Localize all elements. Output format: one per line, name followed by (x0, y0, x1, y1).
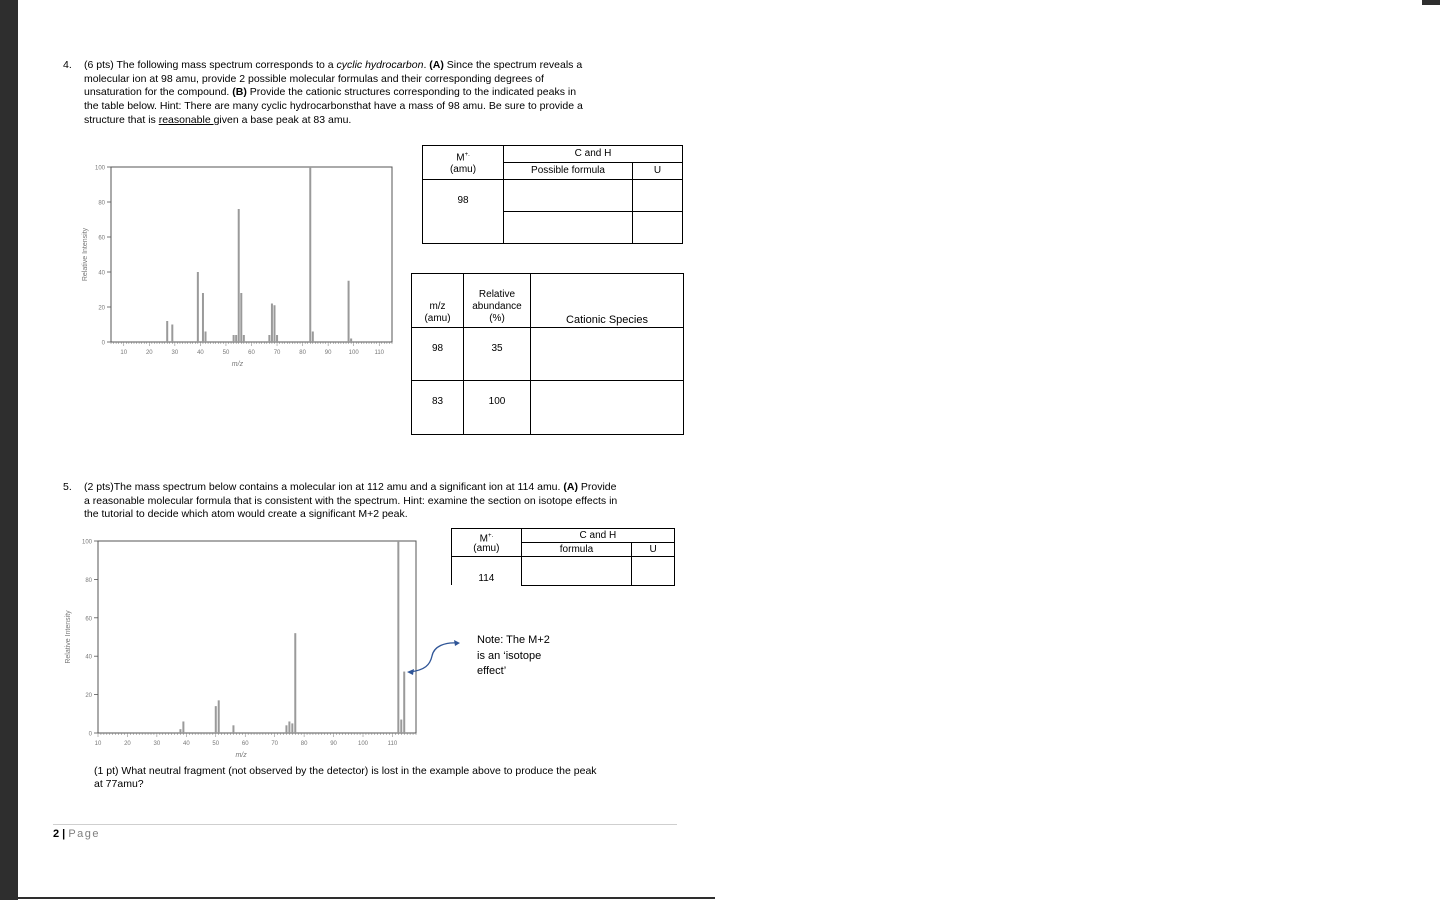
arrow-curve (410, 643, 458, 672)
x-tick-label: 20 (124, 741, 131, 747)
x-tick-label: 60 (241, 741, 249, 747)
header-unsaturation: U (633, 163, 683, 180)
y-tick-label: 100 (94, 165, 105, 172)
cationic-species-cell[interactable] (531, 328, 684, 381)
spectrum-peak (276, 335, 278, 342)
spectrum-peak (350, 339, 352, 343)
header-c-and-h: C and H (521, 529, 674, 543)
page-label: Page (68, 828, 101, 840)
header-possible-formula: Possible formula (504, 163, 633, 180)
spectrum-peak (202, 293, 204, 342)
formula-cell[interactable] (521, 557, 632, 586)
plot-frame (98, 541, 416, 733)
header-unsaturation: U (632, 543, 675, 557)
molecular-ion-value: 114 (452, 557, 522, 586)
x-tick-label: 70 (273, 350, 281, 356)
spectrum-peak (235, 335, 237, 342)
x-tick-label: 60 (248, 350, 255, 356)
spectrum-peak (166, 321, 168, 342)
question-5 (63, 481, 683, 525)
spectrum-peak (182, 721, 184, 733)
molecular-ion-value: 98 (423, 180, 504, 244)
x-axis-label: m/z (235, 752, 247, 759)
spectrum-peak (243, 335, 245, 342)
question-6: (1 pt) What neutral fragment (not observed by the detector) is lost in the example above to produce the peak at 77amu? (94, 765, 597, 790)
question-4-number: 4. (63, 59, 72, 71)
x-tick-label: 110 (374, 350, 385, 356)
spectrum-peak (291, 723, 293, 733)
x-tick-label: 90 (324, 350, 332, 356)
y-axis-label: Relative Intensity (65, 610, 72, 664)
plot-frame (111, 167, 392, 342)
isotope-annotation-arrow (400, 630, 480, 685)
u-cell-2[interactable] (633, 212, 683, 244)
x-tick-label: 40 (197, 350, 204, 356)
y-tick-label: 20 (98, 305, 105, 312)
spectrum-peak (271, 304, 273, 343)
cationic-species-table (411, 273, 684, 435)
spectrum-peak (205, 332, 207, 343)
header-c-and-h: C and H (504, 146, 683, 163)
question-5-text: (2 pts)The mass spectrum below contains a molecular ion at 112 amu and a significant ion at 114 amu. (A) Provide a reasonable molecular formula that is consistent with the spectrum. Hint: examine the section on isotope effects in the tutorial to decide which atom would create a significant M+2 peak. (84, 481, 618, 521)
page-footer (53, 828, 100, 840)
x-tick-label: 30 (153, 741, 161, 747)
y-tick-label: 100 (81, 539, 92, 546)
mz-value: 83 (412, 381, 464, 435)
spectrum-peak (294, 633, 296, 733)
molecular-formula-table (422, 145, 683, 244)
spectrum-peak (232, 725, 234, 733)
y-tick-label: 60 (85, 616, 92, 623)
y-tick-label: 40 (98, 270, 105, 277)
page-bottom-edge (18, 897, 715, 899)
header-relative-abundance: Relative abundance (%) (464, 274, 531, 328)
window-left-border (0, 0, 18, 900)
y-tick-label: 20 (85, 693, 92, 700)
header-mz: m/z (amu) (412, 274, 464, 328)
x-tick-label: 10 (94, 741, 102, 747)
header-molecular-ion: M+. (amu) (423, 146, 504, 180)
spectrum-peak (179, 729, 181, 733)
x-tick-label: 50 (222, 350, 230, 356)
cationic-species-cell[interactable] (531, 381, 684, 435)
x-axis-label: m/z (231, 361, 244, 368)
u-cell[interactable] (632, 557, 675, 586)
x-tick-label: 40 (182, 741, 190, 747)
isotope-note: Note: The M+2 is an ‘isotope effect’ (477, 634, 550, 677)
spectrum-peak (171, 325, 173, 343)
x-tick-label: 80 (299, 350, 306, 356)
mass-spectrum-chart-1 (75, 155, 400, 375)
mass-spectrum-chart-2 (58, 535, 428, 765)
spectrum-peak (197, 272, 199, 342)
spectrum-peak (240, 293, 242, 342)
spectrum-peak (348, 281, 350, 342)
header-formula: formula (521, 543, 632, 557)
question-4 (63, 59, 643, 129)
page-number: 2 (53, 828, 60, 840)
header-cationic-species: Cationic Species (531, 274, 684, 328)
relative-abundance-value: 100 (464, 381, 531, 435)
question-4-text: (6 pts) The following mass spectrum corresponds to a cyclic hydrocarbon. (A) Since the spectrum reveals a molecular ion at 98 amu, provide 2 possible molecular formulas and their corresponding degrees of unsaturation for the compound. (B) Provide the cationic structures corresponding to the indicated peaks in the table below. Hint: There are many cyclic hydrocarbonsthat have a mass of 98 amu. Be sure to provide a structure that is reasonable given a base peak at 83 amu. (84, 59, 583, 126)
x-tick-label: 80 (300, 741, 308, 747)
x-tick-label: 20 (145, 350, 153, 356)
y-tick-label: 60 (98, 235, 105, 242)
x-tick-label: 110 (387, 741, 398, 747)
relative-abundance-value: 35 (464, 328, 531, 381)
spectrum-peak (312, 332, 314, 343)
u-cell-1[interactable] (633, 180, 683, 212)
spectrum-peak (233, 335, 235, 342)
x-tick-label: 30 (171, 350, 179, 356)
arrow-head-left (407, 669, 414, 675)
x-tick-label: 100 (348, 350, 359, 356)
x-tick-label: 90 (330, 741, 337, 747)
formula-cell-2[interactable] (504, 212, 633, 244)
y-tick-label: 0 (101, 340, 105, 347)
footer-divider (53, 824, 677, 825)
spectrum-peak (400, 720, 402, 733)
x-tick-label: 10 (120, 350, 128, 356)
x-tick-label: 100 (357, 741, 369, 747)
spectrum-peak (218, 700, 220, 733)
spectrum-peak (273, 305, 275, 342)
y-tick-label: 0 (88, 731, 92, 738)
spectrum-peak (238, 209, 240, 342)
spectrum-peak (309, 167, 311, 342)
formula-cell-1[interactable] (504, 180, 633, 212)
y-axis-label: Relative Intensity (82, 227, 89, 282)
arrow-head-right (454, 640, 460, 646)
y-tick-label: 80 (98, 200, 105, 207)
question-5-number: 5. (63, 481, 72, 493)
spectrum-peak (285, 725, 287, 733)
formula-table-114 (451, 528, 675, 586)
footer-separator: | (59, 828, 69, 840)
spectrum-peak (268, 335, 270, 342)
window-corner-mark (1422, 0, 1440, 5)
y-tick-label: 80 (85, 577, 92, 584)
y-tick-label: 40 (85, 654, 92, 661)
x-tick-label: 70 (271, 741, 279, 747)
header-molecular-ion: M+. (amu) (452, 529, 522, 557)
mz-value: 98 (412, 328, 464, 381)
x-tick-label: 50 (212, 741, 220, 747)
spectrum-peak (215, 706, 217, 733)
spectrum-peak (288, 721, 290, 733)
